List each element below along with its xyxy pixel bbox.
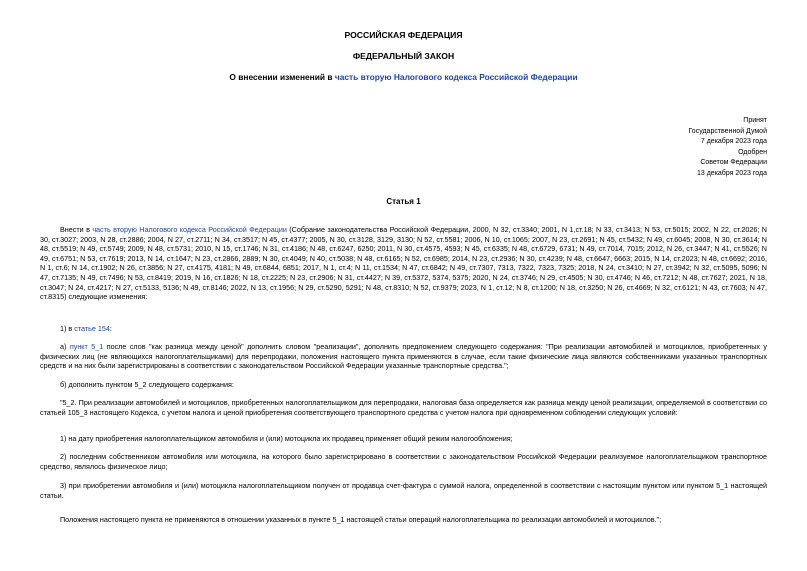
condition-3: 3) при приобретении автомобиля и (или) мотоцикла налогоплательщиком получен от продавца счет-фактура с суммой налога, определенной в соответствии с настоящим пунктом или пунктом 5_1 настоящей статьи. [40, 481, 767, 500]
item-a-text: после слов "как разница между ценой" дополнить словом "реализации", дополнить предложением следующего содержания: "При реализации автомобилей и мотоциклов, приобретенных у физических лиц (не являющихся налогоплательщиками) для перепродажи, положения настоящего пункта применяются в случае, если такие физические лица являются собственниками указанных транспортных средств и на них были зарегистрированы в соответствии с законодательством Российской Федерации указанные транспортные средства."; [40, 342, 768, 371]
condition-2: 2) последним собственником автомобиля или мотоцикла, на которого было зарегистрировано в соответствии с законодательством Российской Федерации реализуемое налогоплательщиком транспортное средство, являлось физическое лицо; [40, 452, 767, 471]
federation-heading: РОССИЙСКАЯ ФЕДЕРАЦИЯ [344, 30, 463, 40]
item-a [40, 342, 767, 371]
adopted-label: Принят [743, 117, 767, 124]
clause-5-1-link[interactable]: пункт 5_1 [69, 342, 104, 351]
article-154-link[interactable]: статье 154 [74, 324, 110, 333]
law-subject-heading [0, 73, 807, 83]
item-1 [40, 324, 767, 334]
tax-code-part-two-link[interactable]: часть вторую Налогового кодекса Российской Федерации [334, 72, 578, 82]
item-a-prefix: а) [60, 342, 70, 351]
adopted-date: 7 декабря 2023 года [700, 138, 767, 146]
approved-date: 13 декабря 2023 года [696, 169, 767, 177]
closing-provision: Положения настоящего пункта не применяются в отношении указанных в пункте 5_1 настоящей статьи операций налогоплательщика по реализации автомобилей и мотоциклов."; [60, 515, 662, 524]
approved-by: Советом Федерации [700, 159, 767, 167]
law-type-heading: ФЕДЕРАЛЬНЫЙ ЗАКОН [352, 51, 455, 61]
intro-prefix: Внести в [60, 225, 93, 234]
item-1-suffix: : [109, 324, 112, 333]
adoption-block [688, 116, 767, 180]
article-title: Статья 1 [386, 197, 421, 206]
intro-tax-code-link[interactable]: часть вторую Налогового кодекса Российской Федерации [92, 225, 287, 234]
article-intro [40, 225, 767, 302]
item-b: б) дополнить пунктом 5_2 следующего содержания: [60, 380, 234, 389]
adopted-by: Государственной Думой [688, 127, 767, 135]
condition-1: 1) на дату приобретения налогоплательщиком автомобиля и (или) мотоцикла их продавец применяет общий режим налогообложения; [60, 434, 513, 443]
intro-sources: (Собрание законодательства Российской Федерации, 2000, N 32, ст.3340; 2001, N 1,ст.18; N 33, ст.3413; N 53, ст.5015; 2002, N 22, ст.2026; N 30, ст.3027; 2003, N 28, ст.2886; 2004, N 27, ст.2711; N 34, ст.3517; N 45, ст.4377; 2005, N 30, ст.3128, 3129, 3130; N 52, ст.5581; 2006, N 10, ст.1065; 2007, N 23, ст.2691; N 45, ст.5432; N 49, ст.6045; 2008, N 30, ст.3614; N 48, ст.5519; N 49, ст.5749; 2009, N 48, ст.5731; 2010, N 15, ст.1746; N 31, ст.4186; N 48, ст.6247, 6250; 2011, N 30, ст.4575, 4593; N 45, ст.6335; N 48, ст.6729, 6731; N 49, ст.7014, 7015; 2012, N 26, ст.3447; N 41, ст.5526; N 49, ст.6751; N 53, ст.7619; 2013, N 14, ст.1647; N 23, ст.2866, 2889; N 30, ст.4049; N 40, ст.5038; N 48, ст.6165; N 52, ст.6985; 2014, N 23, ст.2936; N 30, ст.4239; N 48, ст.6647, 6663; 2015, N 14, ст.2023; N 48, ст.6692; 2016, N 1, ст.6; N 14, ст.1902; N 26, ст.3856; N 27, ст.4175, 4181; N 49, ст.6844, 6851; 2017, N 1, ст.4; N 11, ст.1534; N 47, ст.6842; N 49, ст.7307, 7313, 7322, 7323, 7325; 2018, N 24, ст.3410; N 27, ст.3942; N 32, ст.5095, 5096; N 47, ст.7135; N 49, ст.7496; N 53, ст.8419; 2019, N 16, ст.1826; N 18, ст.2225; N 23, ст.2906; N 31, ст.4427; N 39, ст.5372, 5374, 5375; 2020, N 24, ст.3746; N 29, ст.4505; N 30, ст.4746; N 46, ст.7212; N 48, ст.7627; 2021, N 18, ст.3047; N 24, ст.4217; N 27, ст.5133, 5136; N 49, ст.8146; 2022, N 13, ст.1956; N 29, ст.5290, 5291; N 48, ст.8310; N 52, ст.9379; 2023, N 1, ст.12; N 8, ст.1200; N 18, ст.3250; N 26, ст.4669; N 32, ст.6121; N 43, ст.7603; N 47, ст.8315) следующие изменения: [40, 225, 767, 302]
clause-5-2: "5_2. При реализации автомобилей и мотоциклов, приобретенных налогоплательщиком для перепродажи, налоговая база определяется как разница между ценой реализации, определяемой в соответствии со статьей 105_3 настоящего Кодекса, с учетом налога и ценой приобретения соответствующего транспортного средства с учетом налога при одновременном соблюдении следующих условий: [40, 398, 767, 417]
subject-prefix: О внесении изменений в [229, 72, 335, 82]
approved-label: Одобрен [738, 148, 767, 156]
item-1-prefix: 1) в [60, 324, 75, 333]
